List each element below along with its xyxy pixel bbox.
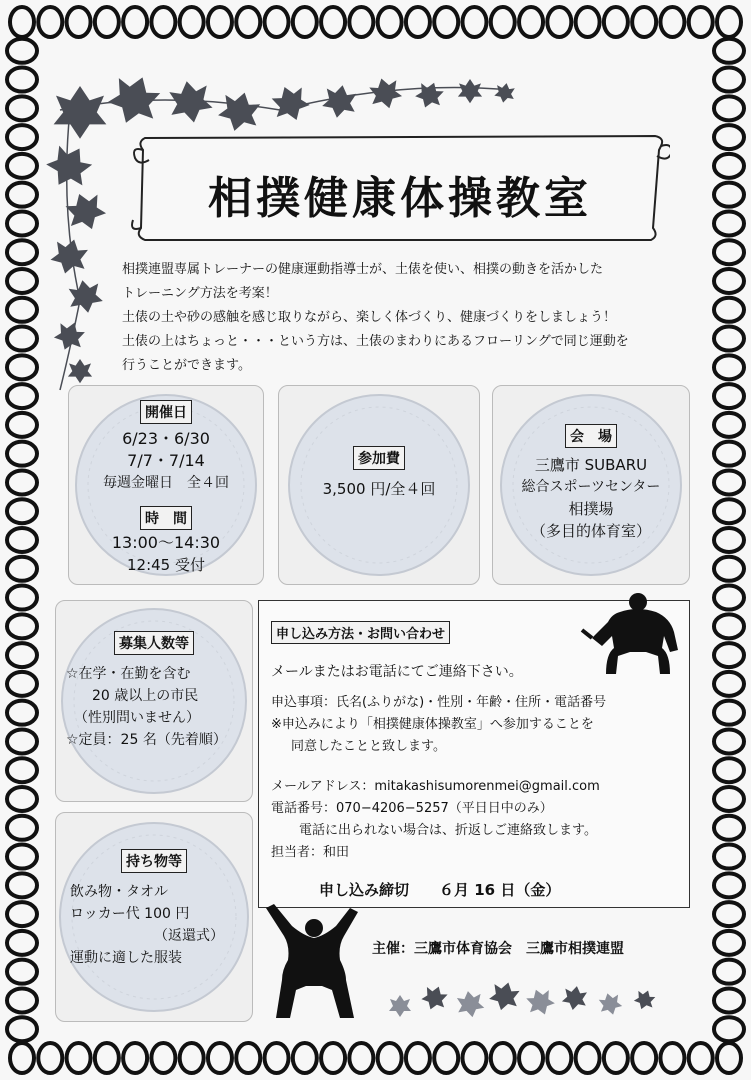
chain-link	[714, 470, 744, 494]
contact-heading: 申し込み方法・お問い合わせ	[271, 621, 450, 644]
chain-link	[689, 1043, 713, 1073]
ivy-leaf	[413, 78, 447, 112]
venue-line-1: 三鷹市 SUBARU	[534, 456, 648, 474]
chain-link	[10, 1043, 34, 1073]
chain-link	[7, 1017, 37, 1041]
ivy-leaf	[215, 87, 263, 135]
schedule-dates-2: 7/7・7/14	[127, 451, 205, 470]
venue-label: 会 場	[565, 424, 617, 448]
chain-link	[462, 7, 486, 37]
chain-link	[7, 96, 37, 120]
chain-link	[714, 988, 744, 1012]
contact-phone[interactable]: 電話番号：070−4206−5257（平日日中のみ）	[271, 801, 553, 816]
belongings-line-4: 運動に適した服装	[70, 950, 182, 966]
chain-link	[714, 758, 744, 782]
chain-link	[151, 1043, 175, 1073]
contact-line-2: 申込事項：氏名(ふりがな)・性別・年齢・住所・電話番号	[271, 695, 607, 710]
chain-link	[717, 7, 741, 37]
chain-link	[7, 211, 37, 235]
chain-link	[95, 1043, 119, 1073]
chain-link	[714, 816, 744, 840]
ivy-leaf	[389, 995, 411, 1017]
chain-link	[519, 7, 543, 37]
time-label: 時 間	[140, 506, 192, 530]
schedule-box	[68, 385, 264, 585]
chain-link	[714, 211, 744, 235]
chain-link	[7, 355, 37, 379]
date-label: 開催日	[140, 400, 192, 424]
schedule-weekday: 毎週金曜日 全４回	[103, 475, 229, 491]
sumo-wrestler-squat-icon	[578, 590, 688, 678]
chain-link	[714, 183, 744, 207]
chain-link	[519, 1043, 543, 1073]
chain-link	[7, 557, 37, 581]
intro-line: 相撲連盟専属トレーナーの健康運動指導士が、土俵を使い、相撲の動きを活かした	[122, 262, 604, 277]
chain-link	[7, 960, 37, 984]
belongings-line-3: （返還式）	[154, 928, 224, 944]
chain-link	[7, 816, 37, 840]
intro-line: 土俵の土や砂の感触を感じ取りながら、楽しく体づくり、健康づくりをしましょう！	[122, 310, 617, 325]
chain-link	[714, 384, 744, 408]
intro-text	[122, 258, 702, 378]
chain-link	[123, 1043, 147, 1073]
ivy-leaf	[419, 983, 450, 1014]
chain-link	[7, 413, 37, 437]
intro-line: 行うことができます。	[122, 358, 251, 373]
chain-link	[604, 7, 628, 37]
chain-link	[576, 1043, 600, 1073]
chain-link	[714, 68, 744, 92]
chain-link	[632, 7, 656, 37]
recruit-label: 募集人数等	[114, 631, 194, 655]
ivy-leaf	[632, 987, 657, 1012]
chain-link	[434, 1043, 458, 1073]
chain-link	[491, 7, 515, 37]
chain-link	[7, 931, 37, 955]
recruit-line-3: （性別問いません）	[74, 710, 200, 726]
chain-link	[7, 643, 37, 667]
belongings-line-1: 飲み物・タオル	[70, 884, 168, 900]
chain-link	[7, 154, 37, 178]
venue-line-2: 総合スポーツセンター	[521, 479, 661, 495]
chain-link	[151, 7, 175, 37]
ivy-leaf	[493, 81, 516, 104]
chain-link	[714, 672, 744, 696]
venue-line-4: （多目的体育室）	[530, 522, 651, 540]
chain-link	[714, 355, 744, 379]
chain-link	[660, 1043, 684, 1073]
ivy-leaf	[487, 979, 522, 1014]
chain-link	[7, 298, 37, 322]
contact-email[interactable]: メールアドレス：mitakashisumorenmei@gmail.com	[271, 779, 600, 794]
chain-link	[604, 1043, 628, 1073]
chain-link	[349, 1043, 373, 1073]
contact-person: 担当者：和田	[271, 845, 350, 860]
chain-link	[7, 528, 37, 552]
chain-link	[7, 873, 37, 897]
chain-link	[714, 96, 744, 120]
chain-link	[714, 701, 744, 725]
chain-link	[406, 1043, 430, 1073]
chain-link	[576, 7, 600, 37]
chain-link	[10, 7, 34, 37]
page-title: 相撲健康体操教室	[208, 173, 592, 224]
intro-line: トレーニング方法を考案！	[122, 286, 278, 301]
ivy-leaf	[561, 984, 589, 1012]
chain-link	[714, 528, 744, 552]
chain-link	[7, 729, 37, 753]
chain-link	[714, 269, 744, 293]
chain-link	[321, 1043, 345, 1073]
chain-link	[714, 931, 744, 955]
chain-link	[7, 758, 37, 782]
chain-link	[406, 7, 430, 37]
chain-link	[293, 1043, 317, 1073]
chain-link	[180, 7, 204, 37]
chain-link	[714, 873, 744, 897]
chain-link	[208, 1043, 232, 1073]
chain-link	[660, 7, 684, 37]
venue-box	[492, 385, 690, 585]
chain-link	[714, 960, 744, 984]
chain-link	[38, 1043, 62, 1073]
chain-link	[378, 7, 402, 37]
chain-link	[714, 787, 744, 811]
recruit-line-4: ☆定員：25 名（先着順）	[66, 732, 227, 748]
recruit-line-1: ☆在学・在勤を含む	[66, 666, 191, 682]
ivy-decoration-bottom	[380, 975, 680, 1025]
chain-link	[321, 7, 345, 37]
fee-label: 参加費	[353, 446, 405, 470]
chain-link	[491, 1043, 515, 1073]
chain-link	[434, 7, 458, 37]
ivy-leaf	[41, 138, 98, 195]
ivy-leaf	[455, 989, 486, 1020]
chain-link	[7, 327, 37, 351]
chain-link	[547, 1043, 571, 1073]
chain-link	[714, 442, 744, 466]
intro-line: 土俵の上はちょっと・・・という方は、土俵のまわりにあるフローリングで同じ運動を	[122, 334, 629, 349]
chain-link	[7, 183, 37, 207]
chain-link	[714, 902, 744, 926]
chain-link	[67, 1043, 91, 1073]
chain-link	[632, 1043, 656, 1073]
chain-link	[95, 7, 119, 37]
ivy-leaf	[321, 82, 359, 120]
chain-link	[7, 442, 37, 466]
ivy-leaf	[268, 81, 313, 126]
chain-link	[7, 125, 37, 149]
chain-link	[7, 39, 37, 63]
chain-link	[265, 7, 289, 37]
chain-link	[123, 7, 147, 37]
ivy-leaf	[458, 79, 482, 103]
chain-link	[67, 7, 91, 37]
ivy-leaf	[597, 990, 624, 1017]
chain-link	[7, 470, 37, 494]
schedule-dates-1: 6/23・6/30	[122, 429, 210, 448]
chain-link	[236, 7, 260, 37]
contact-callback: 電話に出られない場合は、折返しご連絡致します。	[299, 823, 597, 838]
venue-line-3: 相撲場	[568, 500, 614, 518]
chain-link	[714, 154, 744, 178]
fee-value: 3,500 円/全４回	[322, 480, 436, 498]
belongings-line-2: ロッカー代 100 円	[70, 906, 190, 922]
chain-link	[717, 1043, 741, 1073]
fee-box	[278, 385, 480, 585]
contact-line-4: 同意したことと致します。	[291, 739, 446, 754]
chain-link	[7, 701, 37, 725]
ivy-leaf	[68, 359, 92, 383]
chain-link	[7, 845, 37, 869]
chain-link	[7, 902, 37, 926]
chain-link	[462, 1043, 486, 1073]
chain-link	[293, 7, 317, 37]
chain-link	[714, 125, 744, 149]
chain-link	[714, 614, 744, 638]
deadline: 申し込み締切 ６月 16 日（金）	[319, 881, 561, 899]
chain-link	[689, 7, 713, 37]
sumo-wrestler-shiko-icon	[262, 900, 362, 1020]
chain-link	[7, 68, 37, 92]
ivy-leaf	[523, 985, 557, 1019]
chain-link	[714, 39, 744, 63]
belongings-box	[55, 812, 253, 1022]
chain-link	[7, 672, 37, 696]
recruit-line-2: 20 歳以上の市民	[92, 688, 199, 704]
chain-link	[7, 384, 37, 408]
chain-link	[714, 643, 744, 667]
chain-link	[714, 298, 744, 322]
chain-link	[378, 1043, 402, 1073]
chain-link	[7, 240, 37, 264]
chain-link	[38, 7, 62, 37]
chain-link	[547, 7, 571, 37]
chain-link	[236, 1043, 260, 1073]
sponsor-text: 主催：三鷹市体育協会 三鷹市相撲連盟	[372, 941, 624, 957]
chain-link	[7, 988, 37, 1012]
chain-link	[7, 269, 37, 293]
belongings-label: 持ち物等	[121, 849, 187, 873]
chain-link	[714, 1017, 744, 1041]
chain-link	[714, 729, 744, 753]
chain-link	[714, 499, 744, 523]
ivy-leaf	[54, 86, 107, 139]
chain-link	[714, 413, 744, 437]
chain-link	[7, 787, 37, 811]
chain-link	[349, 7, 373, 37]
chain-link	[208, 7, 232, 37]
contact-line-3: ※申込みにより「相撲健康体操教室」へ参加することを	[271, 717, 594, 732]
chain-link	[265, 1043, 289, 1073]
chain-link	[714, 240, 744, 264]
chain-link	[7, 614, 37, 638]
chain-link	[180, 1043, 204, 1073]
ivy-leaf	[66, 277, 104, 315]
recruit-box	[55, 600, 253, 802]
contact-line-1: メールまたはお電話にてご連絡下さい。	[271, 664, 523, 680]
chain-link	[714, 586, 744, 610]
chain-link	[7, 586, 37, 610]
chain-link	[7, 499, 37, 523]
chain-link	[714, 557, 744, 581]
chain-link	[714, 845, 744, 869]
chain-link	[714, 327, 744, 351]
schedule-reception: 12:45 受付	[127, 556, 205, 574]
schedule-time: 13:00〜14:30	[111, 533, 221, 552]
